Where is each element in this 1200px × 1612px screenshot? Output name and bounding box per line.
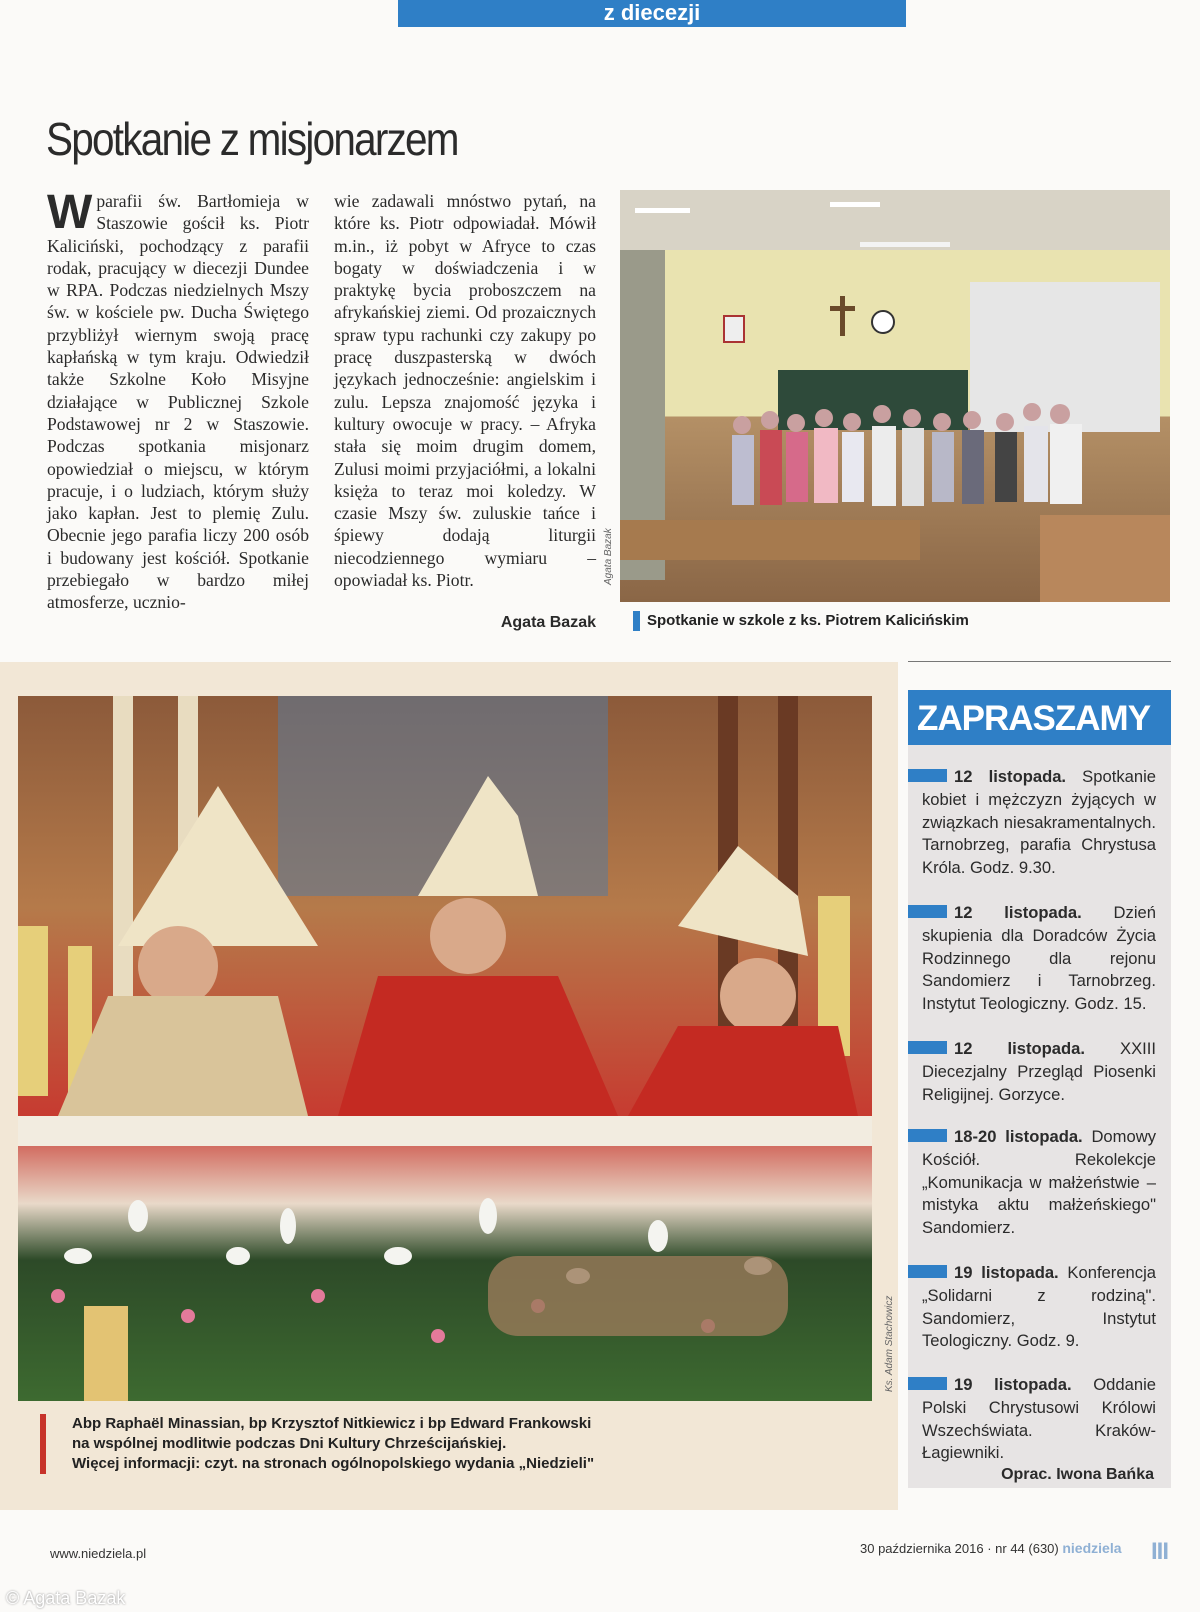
bishops-photo xyxy=(18,696,872,1401)
event-marker xyxy=(908,769,947,782)
event-text: Konferencja „Solidarni z rodziną". Sandomierz, Instytut Teologiczny. Godz. 9. xyxy=(922,1263,1156,1351)
event-date: 12 listopada. xyxy=(954,903,1082,922)
event-text: Domowy Kościół. Rekolekcje „Komunikacja w małżeństwie – mistyka aktu małżeńskiego" Sandomierz. xyxy=(922,1127,1156,1238)
footer-date-issue: 30 października 2016 · nr 44 (630) xyxy=(860,1541,1059,1556)
page-mark: III xyxy=(1151,1538,1169,1565)
event-date: 19 listopada. xyxy=(954,1375,1072,1394)
divider xyxy=(908,661,1171,662)
event-marker xyxy=(908,1265,947,1278)
event-date: 12 listopada. xyxy=(954,1039,1085,1058)
footer-url: www.niedziela.pl xyxy=(50,1546,147,1561)
section-label: z diecezji xyxy=(398,0,906,27)
watermark: © Agata Bazak xyxy=(6,1588,126,1608)
event-date: 18-20 listopada. xyxy=(954,1127,1083,1146)
event-text: XXIII Diecezjalny Przegląd Piosenki Religijnej. Gorzyce. xyxy=(922,1039,1156,1104)
event-date: 19 listopada. xyxy=(954,1263,1059,1282)
event-item xyxy=(922,1038,1156,1106)
event-marker xyxy=(908,1129,947,1142)
bishops-photo-illustration xyxy=(18,696,872,1401)
article-title: Spotkanie z misjonarzem xyxy=(46,113,458,165)
event-marker xyxy=(908,1377,947,1390)
event-item xyxy=(922,902,1156,1016)
event-text: Oddanie Polski Chrystusowi Królowi Wszechświata. Kraków-Łagiewniki. xyxy=(922,1375,1156,1463)
bishops-photo-credit: Ks. Adam Stachowicz xyxy=(884,1295,895,1392)
event-item xyxy=(922,1126,1156,1240)
school-photo-credit: Agata Bazak xyxy=(603,528,614,585)
events-compiled-by: Oprac. Iwona Bańka xyxy=(1001,1466,1154,1483)
school-photo xyxy=(620,190,1170,602)
event-item xyxy=(922,1374,1156,1465)
footer-brand: niedziela xyxy=(1062,1540,1122,1556)
article-author: Agata Bazak xyxy=(500,614,596,631)
article-column-1 xyxy=(47,186,309,614)
event-item xyxy=(922,766,1156,880)
event-date: 12 listopada. xyxy=(954,767,1067,786)
events-heading: ZAPRASZAMY xyxy=(908,690,1171,745)
caption-line-3: Więcej informacji: czyt. na stronach ogólnopolskiego wydania „Niedzieli" xyxy=(72,1455,595,1472)
school-photo-illustration xyxy=(620,190,1170,602)
event-marker xyxy=(908,905,947,918)
bishops-photo-caption xyxy=(40,1414,672,1474)
events-box xyxy=(908,690,1171,1488)
article-column-2: wie zadawali mnóstwo pytań, na które ks. Piotr odpowiadał. Mówił m.in., iż pobyt w Afryce to czas bogaty w doświadczenia i w praktykę bycia proboszczem na afrykańskiej ziemi. Od prozaicznych spraw typu rachunki czy zakupy po pracę duszpasterską w dwóch językach jednocześnie: angielskim i zulu. Lepsza znajomość języka i kultury owocuje w pracy. – Afryka stała się moim drugim domem, Zulusi moimi przyjaciółmi, a lokalni księża to teraz moi koledzy. W czasie Mszy św. zuluskie tańce i śpiewy dodają liturgii niecodziennego wymiaru – opowiadał ks. Piotr. xyxy=(334,191,596,591)
caption-line-1: Abp Raphaël Minassian, bp Krzysztof Nitkiewicz i bp Edward Frankowski xyxy=(72,1415,592,1432)
footer-issue xyxy=(860,1540,1122,1556)
article-text-1: parafii św. Bartłomieja w Staszowie gościł ks. Piotr Kaliciński, pochodzący z parafii rodak, pracujący w diecezji Dundee w RPA. Podczas niedzielnych Mszy św. w kościele pw. Ducha Świętego przybliżył wiernym swoją pracę kapłańską w tym kraju. Odwiedził także Szkolne Koło Misyjne działające w Publicznej Szkole Podstawowej nr 2 w Staszowie. Podczas spotkania misjonarz opowiedział o miejscu, w którym pracuje, i o ludziach, którym służy jako kapłan. Jest to plemię Zulu. Obecnie jego parafia liczy 200 osób i budowany jest kościół. Spotkanie przebiegało w bardzo miłej atmosferze, ucznio- xyxy=(47,191,309,613)
event-text: Spotkanie kobiet i mężczyzn żyjących w związkach niesakramentalnych. Tarnobrzeg, parafia Chrystusa Króla. Godz. 9.30. xyxy=(922,767,1156,878)
event-marker xyxy=(908,1041,947,1054)
dropcap: W xyxy=(47,186,93,239)
school-photo-caption: Spotkanie w szkole z ks. Piotrem Kalicińskim xyxy=(633,611,1187,631)
caption-line-2: na wspólnej modlitwie podczas Dni Kultury Chrześcijańskiej. xyxy=(72,1435,507,1452)
event-text: Dzień skupienia dla Doradców Życia Rodzinnego dla rejonu Sandomierz i Tarnobrzeg. Instytut Teologiczny. Godz. 15. xyxy=(922,903,1156,1014)
event-item xyxy=(922,1262,1156,1353)
